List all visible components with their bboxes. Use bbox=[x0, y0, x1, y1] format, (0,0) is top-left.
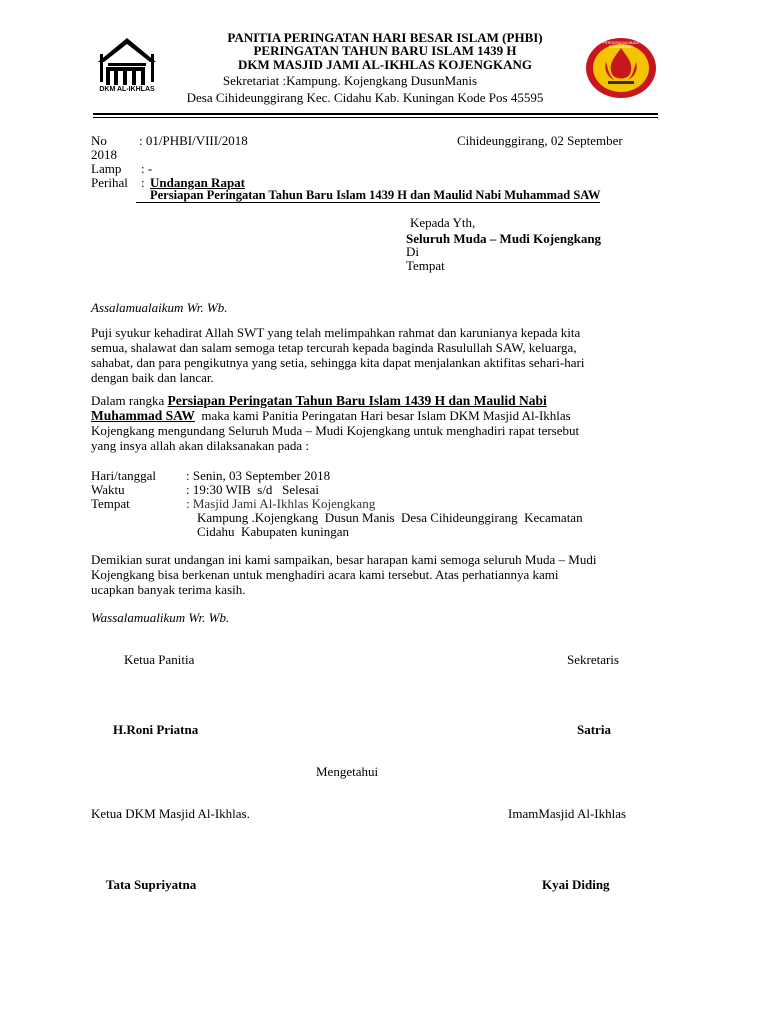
ketua-panitia-name: H.Roni Priatna bbox=[113, 722, 199, 737]
no-label: No bbox=[91, 133, 107, 148]
sekretaris-title: Sekretaris bbox=[567, 652, 619, 667]
logo-right-text: PERGERAKAN MUDA KOJENGKANG bbox=[603, 41, 639, 49]
event-title-part1: Persiapan Peringatan Tahun Baru Islam 1439 H dan Maulid Nabi bbox=[167, 393, 547, 408]
time-label: Waktu bbox=[91, 482, 125, 497]
place-detail-2: Cidahu Kabupaten kuningan bbox=[197, 524, 349, 539]
ketua-dkm-title: Ketua DKM Masjid Al-Ikhlas. bbox=[91, 806, 250, 821]
recipient-name: Seluruh Muda – Mudi Kojengkang bbox=[406, 231, 602, 246]
paragraph-line: Puji syukur kehadirat Allah SWT yang telah melimpahkan rahmat dan karunianya kepada kita bbox=[91, 325, 581, 340]
paragraph-line: ucapkan banyak terima kasih. bbox=[91, 582, 246, 597]
paragraph-line: Demikian surat undangan ini kami sampaikan, besar harapan kami semoga seluruh Muda – Mudi bbox=[91, 552, 597, 567]
paragraph-closing bbox=[91, 552, 681, 597]
recipient-greeting: Kepada Yth, bbox=[410, 215, 476, 230]
letterhead-line2: PERINGATAN TAHUN BARU ISLAM 1439 H bbox=[253, 43, 517, 58]
letterhead-address1: Sekretariat :Kampung. Kojengkang DusunManis bbox=[222, 73, 478, 88]
sekretaris-name: Satria bbox=[577, 722, 611, 737]
place-date: Cihideunggirang, 02 September bbox=[457, 133, 623, 148]
recipient-di: Di bbox=[406, 244, 419, 259]
recipient-place: Tempat bbox=[406, 258, 445, 273]
place-detail: Kampung .Kojengkang Dusun Manis Desa Cihideunggirang Kecamatan bbox=[197, 510, 583, 525]
paragraph-continuation: maka kami Panitia Peringatan Hari besar Islam DKM Masjid Al-Ikhlas bbox=[194, 408, 571, 423]
perihal-label: Perihal bbox=[91, 175, 128, 190]
letterhead-divider bbox=[93, 113, 658, 115]
no-value: : 01/PHBI/VIII/2018 bbox=[139, 133, 248, 148]
ketua-dkm-name: Tata Supriyatna bbox=[106, 877, 197, 892]
lamp-value: : - bbox=[141, 161, 153, 176]
time-value: : 19:30 WIB s/d Selesai bbox=[186, 482, 320, 497]
paragraph-invitation bbox=[91, 393, 681, 453]
place-date-year: 2018 bbox=[91, 147, 117, 162]
event-title-part2: Muhammad SAW bbox=[91, 408, 195, 423]
date-label: Hari/tanggal bbox=[91, 468, 156, 483]
imam-title: ImamMasjid Al-Ikhlas bbox=[508, 806, 627, 821]
paragraph-line: sahabat, dan para pengikutnya yang setia, sehingga kita dapat menjalankan aktifitas sehari-hari bbox=[91, 355, 585, 370]
farewell: Wassalamualikum Wr. Wb. bbox=[91, 610, 230, 625]
imam-name: Kyai Diding bbox=[542, 877, 610, 892]
paragraph-line: yang insya allah akan dilaksanakan pada : bbox=[91, 438, 310, 453]
mengetahui-label: Mengetahui bbox=[316, 764, 379, 779]
paragraph-line: dengan baik dan lancar. bbox=[91, 370, 214, 385]
paragraph-line: Kojengkang mengundang Seluruh Muda – Mudi Kojengkang untuk menghadiri rapat tersebut bbox=[91, 423, 580, 438]
paragraph-line: Kojengkang bisa berkenan untuk menghadiri acara kami tersebut. Atas perhatiannya kami bbox=[91, 567, 559, 582]
salutation: Assalamualaikum Wr. Wb. bbox=[91, 300, 228, 315]
perihal-value: Undangan Rapat bbox=[150, 175, 246, 190]
paragraph-opening bbox=[91, 325, 681, 385]
perihal-colon: : bbox=[141, 175, 145, 190]
lamp-label: Lamp bbox=[91, 161, 122, 176]
logo-left-caption: DKM AL-IKHLAS bbox=[99, 86, 155, 93]
place-label: Tempat bbox=[91, 496, 130, 511]
letterhead-address2: Desa Cihideunggirang Kec. Cidahu Kab. Kuningan Kode Pos 45595 bbox=[186, 90, 544, 105]
paragraph-line: semua, shalawat dan salam semoga tetap tercurah kepada baginda Rasulullah SAW, keluarga, bbox=[91, 340, 577, 355]
perihal-subject: Persiapan Peringatan Tahun Baru Islam 1439 H dan Maulid Nabi Muhammad SAW bbox=[136, 189, 600, 203]
letterhead-line1: PANITIA PERINGATAN HARI BESAR ISLAM (PHBI) bbox=[227, 30, 543, 45]
paragraph-prefix: Dalam rangka bbox=[91, 393, 168, 408]
date-value: : Senin, 03 September 2018 bbox=[186, 468, 331, 483]
place-value: : Masjid Jami Al-Ikhlas Kojengkang bbox=[186, 496, 376, 511]
ketua-panitia-title: Ketua Panitia bbox=[124, 652, 195, 667]
letterhead-divider-thin bbox=[93, 117, 658, 118]
letterhead-line3: DKM MASJID JAMI AL-IKHLAS KOJENGKANG bbox=[238, 57, 532, 72]
